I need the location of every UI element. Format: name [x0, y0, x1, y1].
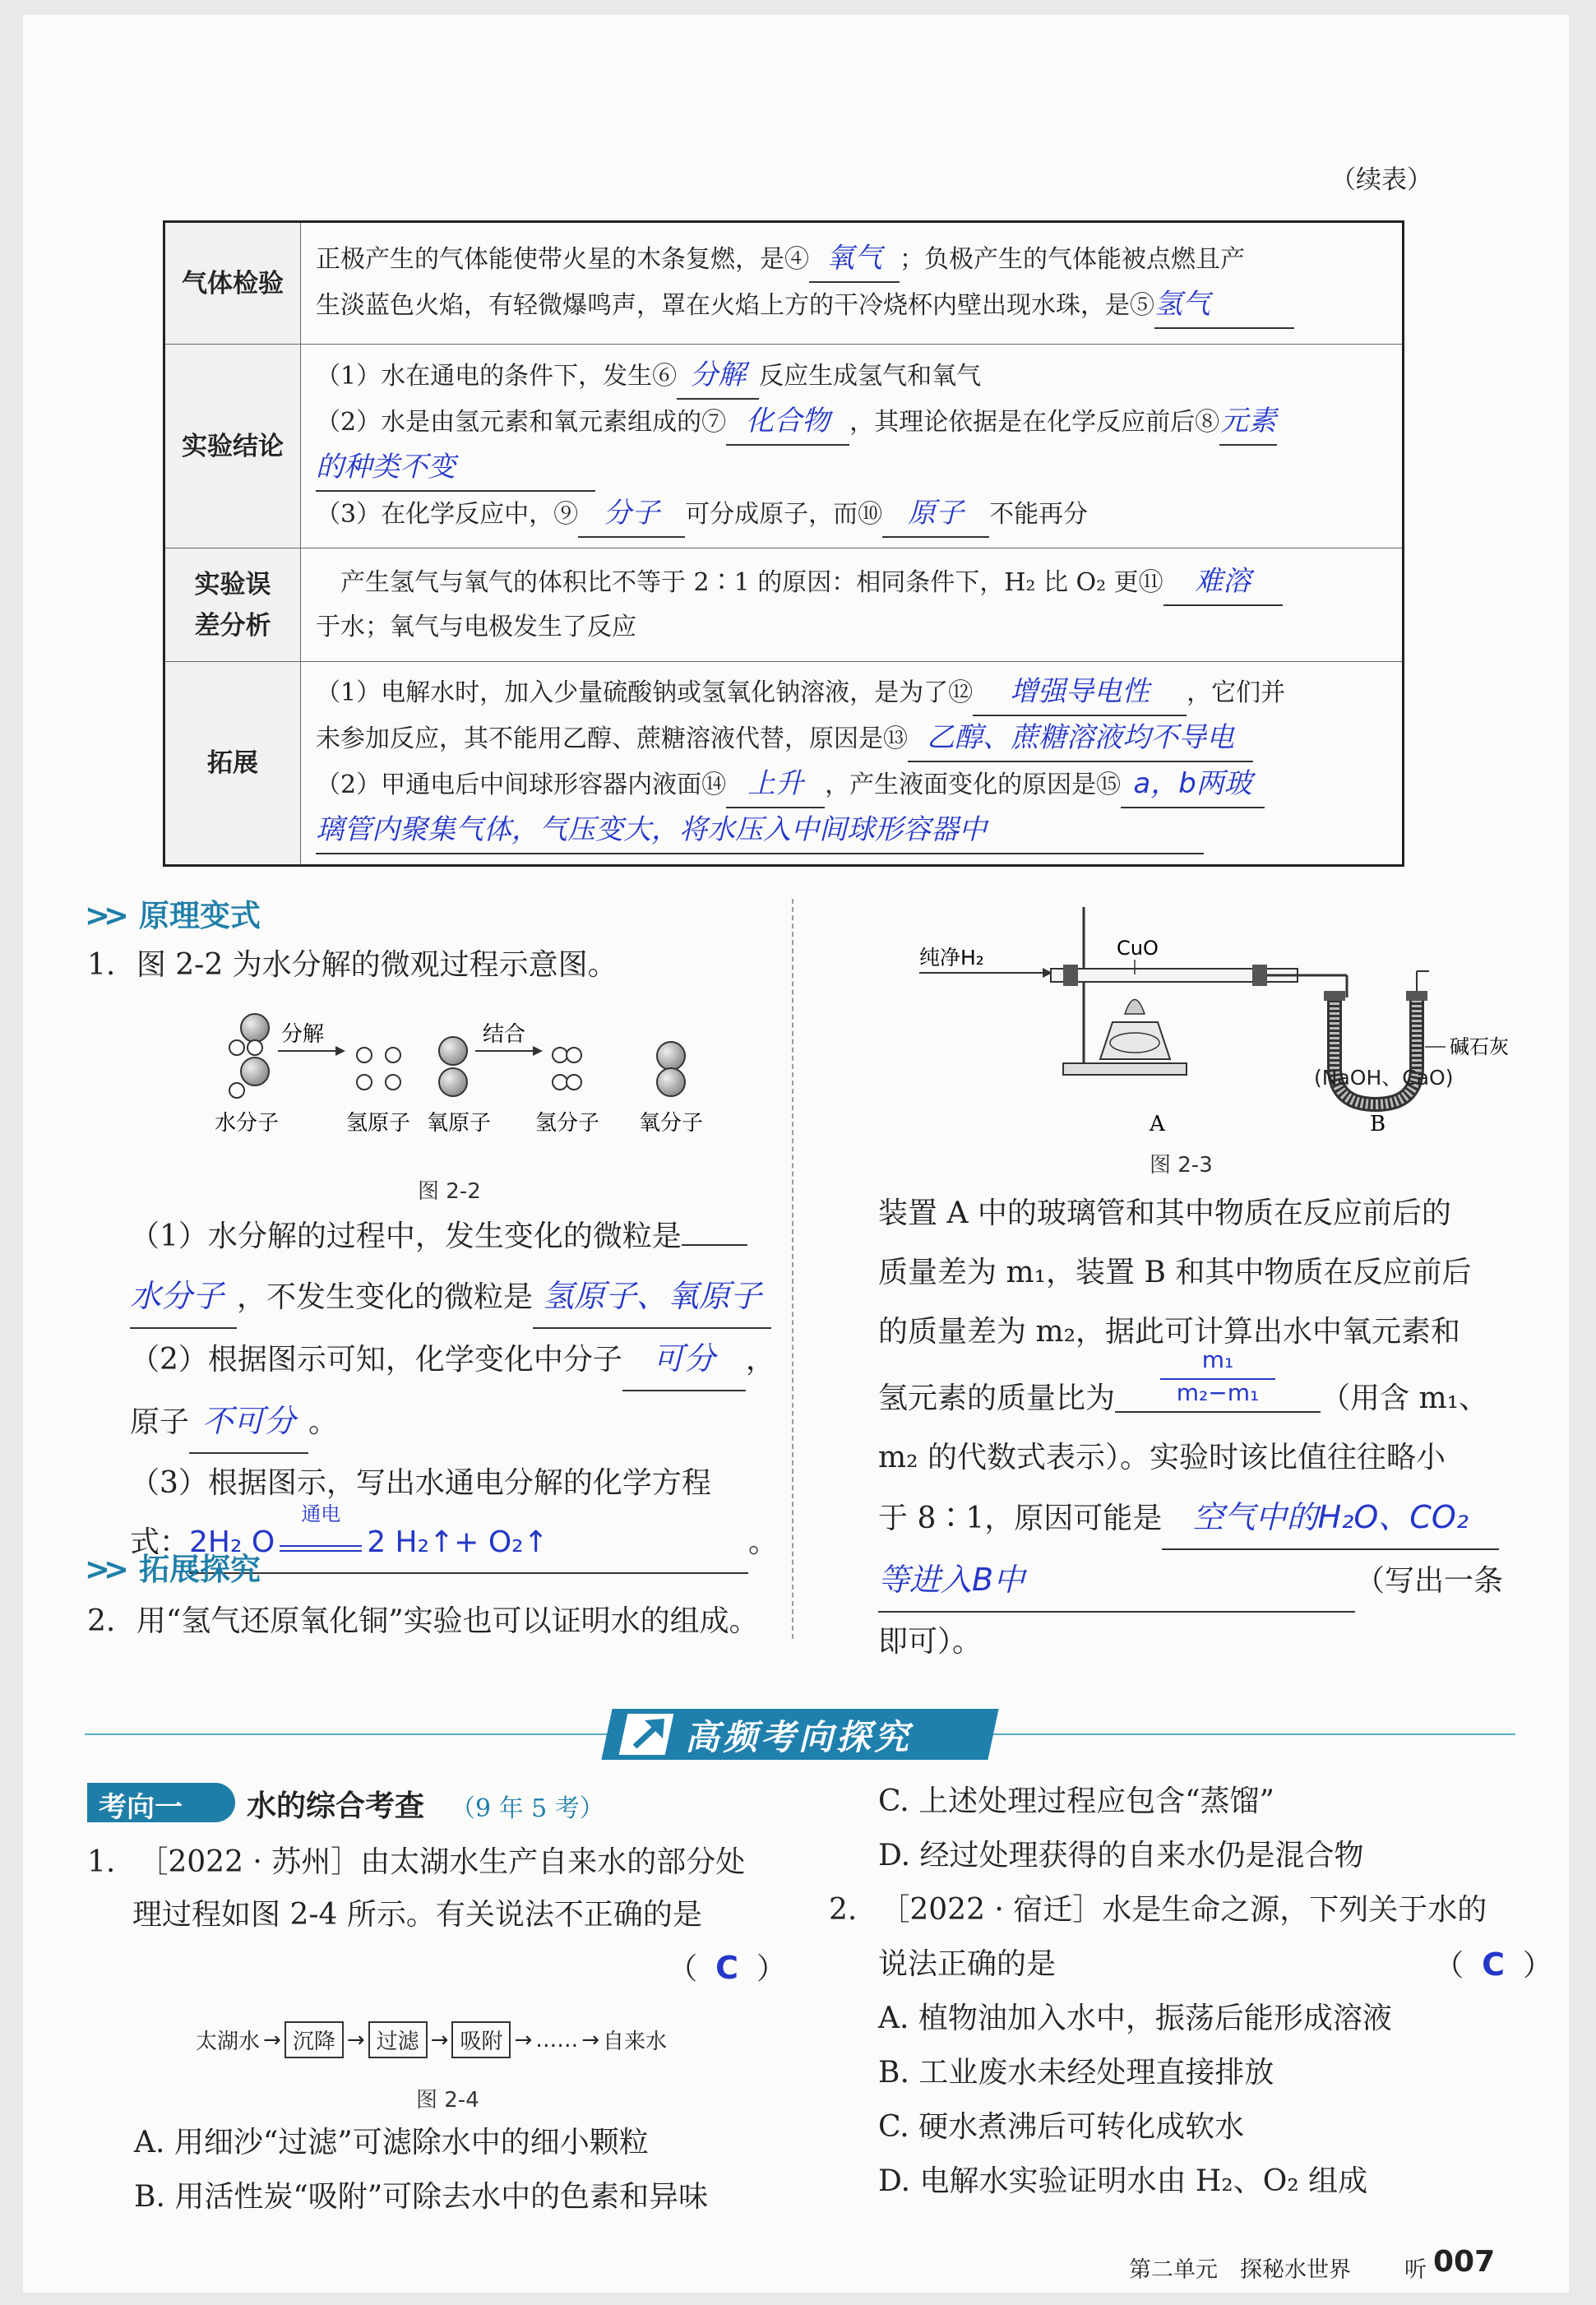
table-row: 实验误 差分析 产生氢气与氧气的体积比不等于 2∶1 的原因：相同条件下，H₂ 比 O₂ 更⑪ 难溶 于水；氧气与电极发生了反应 [164, 548, 1404, 662]
continued-label: （续表） [1330, 165, 1432, 195]
topic-tag: 考向一 [99, 1791, 183, 1824]
oxygen-atom [241, 1058, 269, 1085]
experiment-table [163, 220, 1404, 867]
label-b: B [1370, 1112, 1386, 1136]
table-row: 气体检验 正极产生的气体能使带火星的木条复燃，是④ 氧气 ；负极产生的气体能被点燃且产 生淡蓝色火焰，有轻微爆鸣声，罩在火焰上方的干冷烧杯内壁出现水珠，是⑤氢气 [164, 222, 1404, 345]
question-left: 1. ［2022 · 苏州］由太湖水生产自来水的部分处 理过程如图 2-4 所示。有关说法不正确的是 （ C ） [87, 1845, 786, 1986]
table-row: 实验结论 （1）水在通电的条件下，发生⑥ 分解 反应生成氢气和氧气 （2）水是由氢元素和氧元素组成的⑦ 化合物 ，其理论依据是在化学反应前后⑧元素 的种类不变 （3）在化学反应中，⑨ 分子 可分成原子，而⑩ 原子 不能再分 [164, 345, 1404, 548]
page-number: 007 [1433, 2245, 1496, 2279]
fig-2-4-caption: 图 2-4 [416, 2088, 479, 2113]
fig-2-2-caption: 图 2-2 [418, 1179, 481, 1204]
hydrogen-atom [247, 1040, 262, 1055]
label-cuo: CuO [1117, 937, 1159, 960]
question-right: C. 上述处理过程应包含“蒸馏” D. 经过处理获得的自来水仍是混合物 2. ［2022 · 宿迁］水是生命之源，下列关于水的 说法正确的是 （ C ） A. 植物油加入水中，振荡后能形成溶液 B. 工业废水未经处理直接排放 C. 硬水煮沸后可转化成软水 D. 电解水实验证明水由 H₂、O₂ 组成 [829, 1784, 1552, 2198]
hydrogen-atom [229, 1083, 244, 1098]
question-left-options: A. 用细沙“过滤”可滤除水中的细小颗粒 B. 用活性炭“吸附”可除去水中的色素和异味 [134, 2126, 709, 2214]
flow-diagram: 太湖水 → 沉降 → 过滤 → 吸附 → …… → 自来水 [196, 2021, 667, 2058]
section-header-extension: >> 拓展探究 [85, 1552, 261, 1587]
section-header-principle: >> 原理变式 [85, 898, 261, 933]
banner-title: 高频考向探究 [685, 1717, 913, 1757]
label-hydrogen-atom: 氢原子 [345, 1111, 411, 1136]
figure-2-3 [919, 899, 1509, 1136]
footer-listen: 听 [1404, 2257, 1427, 2283]
label-pure-h2: 纯净H₂ [919, 946, 984, 970]
arrow-label-decompose: 分解 [280, 1022, 325, 1047]
row-label: 实验结论 [164, 345, 301, 548]
topic-count: （9 年 5 考） [451, 1794, 604, 1823]
table-row: 拓展 （1）电解水时，加入少量硫酸钠或氢氧化钠溶液，是为了⑫ 增强导电性 ，它们并 未参加反应，其不能用乙醇、蔗糖溶液代替，原因是⑬ 乙醇、蔗糖溶液均不导电 （2）甲通电后中间球形容器内液面⑭ 上升 ，产生液面变化的原因是⑮ a，b两玻 璃管内聚集气体，气压变大，将水压入中间球形容器中 [164, 662, 1404, 866]
figure-2-2 [214, 1010, 747, 1136]
arrow-up-right-icon [630, 1717, 668, 1752]
label-a: A [1150, 1112, 1165, 1136]
row-label: 气体检验 [164, 222, 301, 345]
label-oxygen-molecule: 氧分子 [638, 1111, 704, 1136]
oxygen-atom [241, 1014, 269, 1042]
label-oxygen-atom: 氧原子 [426, 1111, 492, 1136]
label-soda-lime-composition: (NaOH、CaO) [1314, 1066, 1454, 1090]
question-2-body: 装置 A 中的玻璃管和其中物质在反应前后的 质量差为 m₁，装置 B 和其中物质在反应前后 的质量差为 m₂，据此可计算出水中氧元素和 氢元素的质量比为 $\frac{\text{m₁}}{\text{m₂−m₁}}$ （用含 m₁、 m₂ 的代数式表示）。实验时该比值往往略小 于 8∶1，原因可能是 空气中的H₂O、CO₂ 等进入B中 （写出一条 即可）。 [878, 1196, 1504, 1659]
column-divider [792, 899, 793, 1639]
row-label: 拓展 [164, 662, 301, 866]
label-soda-lime: 碱石灰 [1450, 1035, 1509, 1058]
page [23, 15, 1569, 2293]
arrow-label-combine: 结合 [482, 1022, 526, 1047]
fig-2-3-caption: 图 2-3 [1150, 1153, 1213, 1178]
label-water-molecule: 水分子 [214, 1111, 280, 1136]
footer-unit: 第二单元 探秘水世界 [1129, 2257, 1351, 2283]
question-1-parts: （1）水分解的过程中，发生变化的微粒是 水分子 ，不发生变化的微粒是 氢原子、氧原子 （2）根据图示可知，化学变化中分子 可分 ， 原子 不可分 。 （3）根据图示，写出水通电分解的化学方程 式：2H₂ O 通电 2 H₂↑+ O₂↑ 。 [130, 1207, 788, 1574]
hydrogen-atom [229, 1040, 244, 1055]
question-2: 2. 用“氢气还原氧化铜”实验也可以证明水的组成。 [87, 1604, 759, 1638]
label-hydrogen-molecule: 氢分子 [534, 1111, 600, 1136]
question-1: 1. 图 2-2 为水分解的微观过程示意图。 [87, 948, 618, 982]
topic-title: 水的综合考查 [247, 1789, 425, 1823]
